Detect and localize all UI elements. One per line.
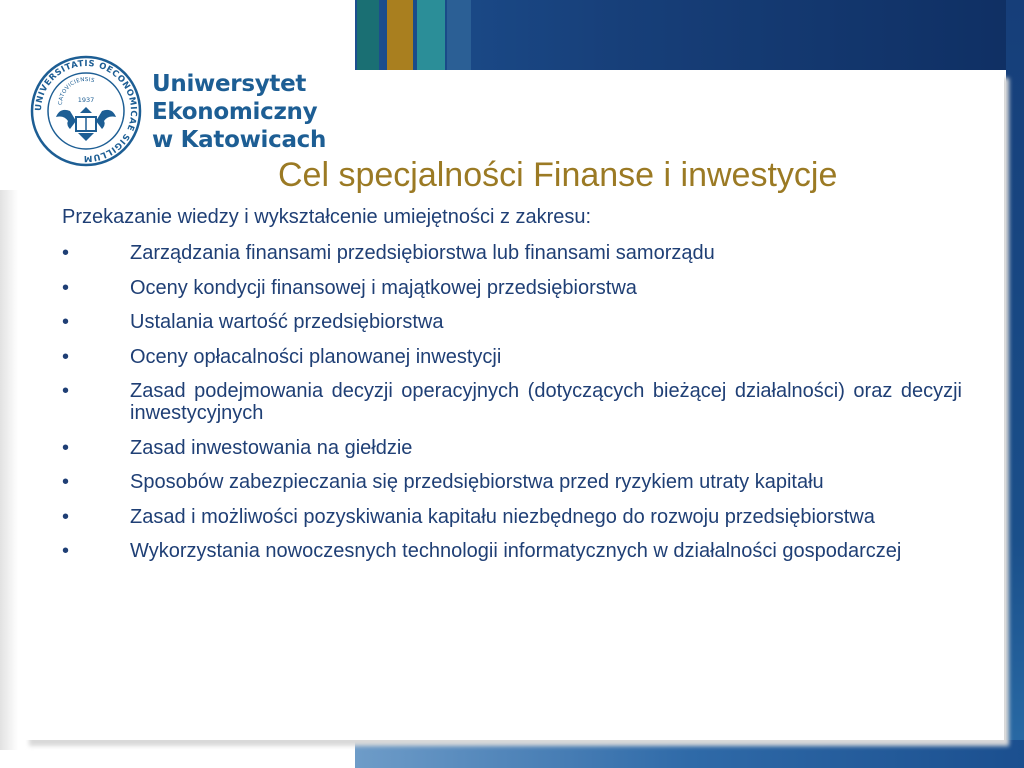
university-seal-logo [30, 55, 142, 167]
list-item [62, 437, 962, 459]
logo-line-2: Ekonomiczny [152, 99, 318, 125]
list-item [62, 506, 962, 528]
list-item-text: Ustalania wartość przedsiębiorstwa [130, 311, 444, 333]
list-item-text: Wykorzystania nowoczesnych technologii informatycznych w działalności gospodarczej [130, 540, 902, 562]
list-item [62, 242, 962, 264]
bullet-icon: • [62, 345, 70, 368]
bullet-icon: • [62, 276, 70, 299]
list-item [62, 380, 962, 424]
list-item-text: Zasad podejmowania decyzji operacyjnych (dotyczących bieżącej działalności) oraz decyzji inwestycyjnych [130, 380, 962, 424]
objectives-list [62, 242, 962, 562]
slide-title: Cel specjalności Finanse i inwestycje [278, 156, 838, 194]
list-item [62, 311, 962, 333]
list-item-text: Oceny opłacalności planowanej inwestycji [130, 345, 502, 368]
list-item [62, 277, 962, 299]
list-item [62, 471, 962, 493]
list-item-text: Oceny kondycji finansowej i majątkowej przedsiębiorstwa [130, 276, 637, 299]
university-name-logo [152, 70, 326, 154]
header-stripe-gold [387, 0, 413, 70]
bullet-icon: • [62, 311, 70, 333]
header-stripe-cyan [417, 0, 445, 70]
bullet-icon: • [62, 505, 70, 528]
list-item-text: Zasad inwestowania na giełdzie [130, 436, 413, 459]
svg-text:CATOVICIENSIS: CATOVICIENSIS [57, 76, 96, 106]
slide-content [62, 206, 962, 575]
header-stripe-teal [357, 0, 379, 70]
list-item [62, 346, 962, 368]
list-item [62, 540, 962, 562]
bullet-icon: • [62, 540, 70, 562]
logo-line-3: w Katowicach [152, 127, 327, 153]
bullet-icon: • [62, 471, 70, 493]
bullet-icon: • [62, 242, 70, 264]
logo-line-1: Uniwersytet [152, 71, 307, 97]
list-item-text: Sposobów zabezpieczania się przedsiębiorstwa przed ryzykiem utraty kapitału [130, 471, 824, 493]
svg-text:1937: 1937 [77, 96, 95, 104]
intro-text: Przekazanie wiedzy i wykształcenie umiejętności z zakresu: [62, 206, 592, 228]
bullet-icon: • [62, 380, 70, 402]
bullet-icon: • [62, 436, 70, 459]
header-stripe-blue [447, 0, 471, 70]
svg-text:UNIVERSITATIS OECONOMICAE SIGI: UNIVERSITATIS OECONOMICAE SIGILLUM [33, 58, 139, 164]
list-item-text: Zasad i możliwości pozyskiwania kapitału niezbędnego do rozwoju przedsiębiorstwa [130, 505, 875, 528]
list-item-text: Zarządzania finansami przedsiębiorstwa lub finansami samorządu [130, 242, 715, 264]
left-edge-shading [0, 190, 18, 750]
